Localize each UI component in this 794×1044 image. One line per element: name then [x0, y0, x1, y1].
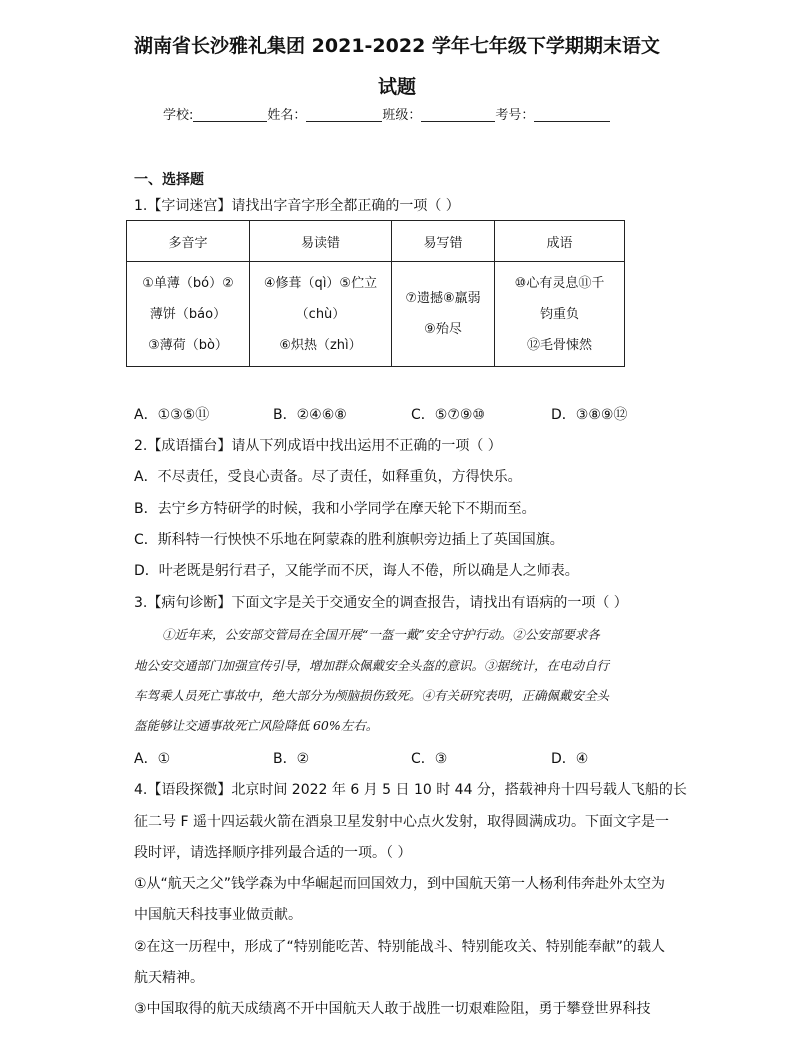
- q1-option-c[interactable]: C．⑤⑦⑨⑩: [411, 407, 485, 423]
- table-cell: [127, 262, 250, 367]
- cell-line: 钧重负: [539, 306, 579, 322]
- q4-text-line: 4.【语段探微】北京时间 2022 年 6 月 5 日 10 时 44 分，搭载神舟十四号载人飞船的长: [134, 782, 687, 798]
- name-blank[interactable]: [306, 107, 382, 122]
- cell-line: ⑦遗撼⑧羸弱: [405, 291, 481, 306]
- school-blank[interactable]: [193, 107, 267, 122]
- exam-title-line1: 湖南省长沙雅礼集团 2021-2022 学年七年级下学期期末语文: [134, 35, 660, 57]
- q4-text-line: ①从“航天之父”钱学森为中华崛起而回国效力，到中国航天第一人杨利伟奔赴外太空为: [134, 876, 666, 892]
- table-header: 易写错: [392, 221, 495, 262]
- q3-passage-line: ①近年来，公安部交管局在全国开展“一盔一戴”安全守护行动。②公安部要求各: [162, 627, 600, 642]
- table-header: 易读错: [250, 221, 392, 262]
- table-cell: [495, 262, 625, 367]
- q1-table: [126, 220, 625, 367]
- q3-passage-line: 地公安交通部门加强宣传引导，增加群众佩戴安全头盔的意识。③据统计，在电动自行: [134, 658, 610, 673]
- q2-choice-d[interactable]: D．叶老既是躬行君子，又能学而不厌，诲人不倦，所以确是人之师表。: [134, 563, 579, 579]
- q1-option-b[interactable]: B．②④⑥⑧: [273, 407, 347, 423]
- q1-stem: 1.【字词迷宫】请找出字音字形全都正确的一项（ ）: [134, 198, 460, 214]
- class-blank[interactable]: [421, 107, 495, 122]
- q2-choice-c[interactable]: C．斯科特一行怏怏不乐地在阿蒙森的胜利旗帜旁边插上了英国国旗。: [134, 532, 564, 548]
- cell-line: ⑫毛骨悚然: [526, 337, 592, 353]
- number-blank[interactable]: [534, 107, 610, 122]
- q4-text-line: 征二号 F 遥十四运载火箭在酒泉卫星发射中心点火发射，取得圆满成功。下面文字是一: [134, 814, 669, 830]
- cell-line: 薄饼（báo）: [149, 306, 227, 322]
- cell-line: ①单薄（bó）②: [142, 275, 234, 291]
- exam-title-line2: 试题: [377, 76, 416, 98]
- cell-line: ③薄荷（bò）: [148, 337, 228, 353]
- q2-stem: 2.【成语擂台】请从下列成语中找出运用不正确的一项（ ）: [134, 438, 502, 454]
- section-heading: 一、选择题: [134, 172, 204, 188]
- q4-text-line: 中国航天科技事业做贡献。: [134, 907, 302, 923]
- table-cell: [250, 262, 392, 367]
- q2-choice-b[interactable]: B．去宁乡方特研学的时候，我和小学同学在摩天轮下不期而至。: [134, 501, 536, 517]
- q4-text-line: ②在这一历程中，形成了“特别能吃苦、特别能战斗、特别能攻关、特别能奉献”的载人: [134, 939, 666, 955]
- q3-option-a[interactable]: A．①: [134, 751, 171, 767]
- cell-line: （chù）: [295, 306, 346, 322]
- q1-option-d[interactable]: D．③⑧⑨⑫: [551, 407, 628, 423]
- q4-text-line: ③中国取得的航天成绩离不开中国航天人敢于战胜一切艰难险阻，勇于攀登世界科技: [134, 1001, 651, 1017]
- name-label: 姓名：: [267, 108, 307, 123]
- q3-passage-line: 盔能够让交通事故死亡风险降低 60%左右。: [134, 718, 379, 733]
- q3-stem: 3.【病句诊断】下面文字是关于交通安全的调查报告，请找出有语病的一项（ ）: [134, 595, 628, 611]
- q3-option-b[interactable]: B．②: [273, 751, 310, 767]
- q3-option-c[interactable]: C．③: [411, 751, 448, 767]
- table-cell: [392, 262, 495, 367]
- cell-line: ⑨殆尽: [424, 322, 462, 337]
- student-info-row: [163, 104, 610, 123]
- cell-line: ④修葺（qì）⑤伫立: [263, 275, 378, 291]
- q4-text-line: 段时评，请选择顺序排列最合适的一项。（ ）: [134, 845, 412, 861]
- table-header: 成语: [495, 221, 625, 262]
- q3-passage-line: 车驾乘人员死亡事故中，绝大部分为颅脑损伤致死。④有关研究表明，正确佩戴安全头: [134, 688, 610, 703]
- q4-text-line: 航天精神。: [134, 970, 204, 986]
- cell-line: ⑥炽热（zhì）: [279, 337, 362, 353]
- cell-line: ⑩心有灵息⑪千: [514, 275, 605, 291]
- table-header: 多音字: [127, 221, 250, 262]
- q3-option-d[interactable]: D．④: [551, 751, 589, 767]
- class-label: 班级：: [382, 108, 422, 123]
- q1-option-a[interactable]: A．①③⑤⑪: [134, 407, 210, 423]
- number-label: 考号：: [495, 108, 535, 123]
- school-label: 学校:: [163, 108, 194, 123]
- q2-choice-a[interactable]: A．不尽责任，受良心责备。尽了责任，如释重负，方得快乐。: [134, 469, 522, 485]
